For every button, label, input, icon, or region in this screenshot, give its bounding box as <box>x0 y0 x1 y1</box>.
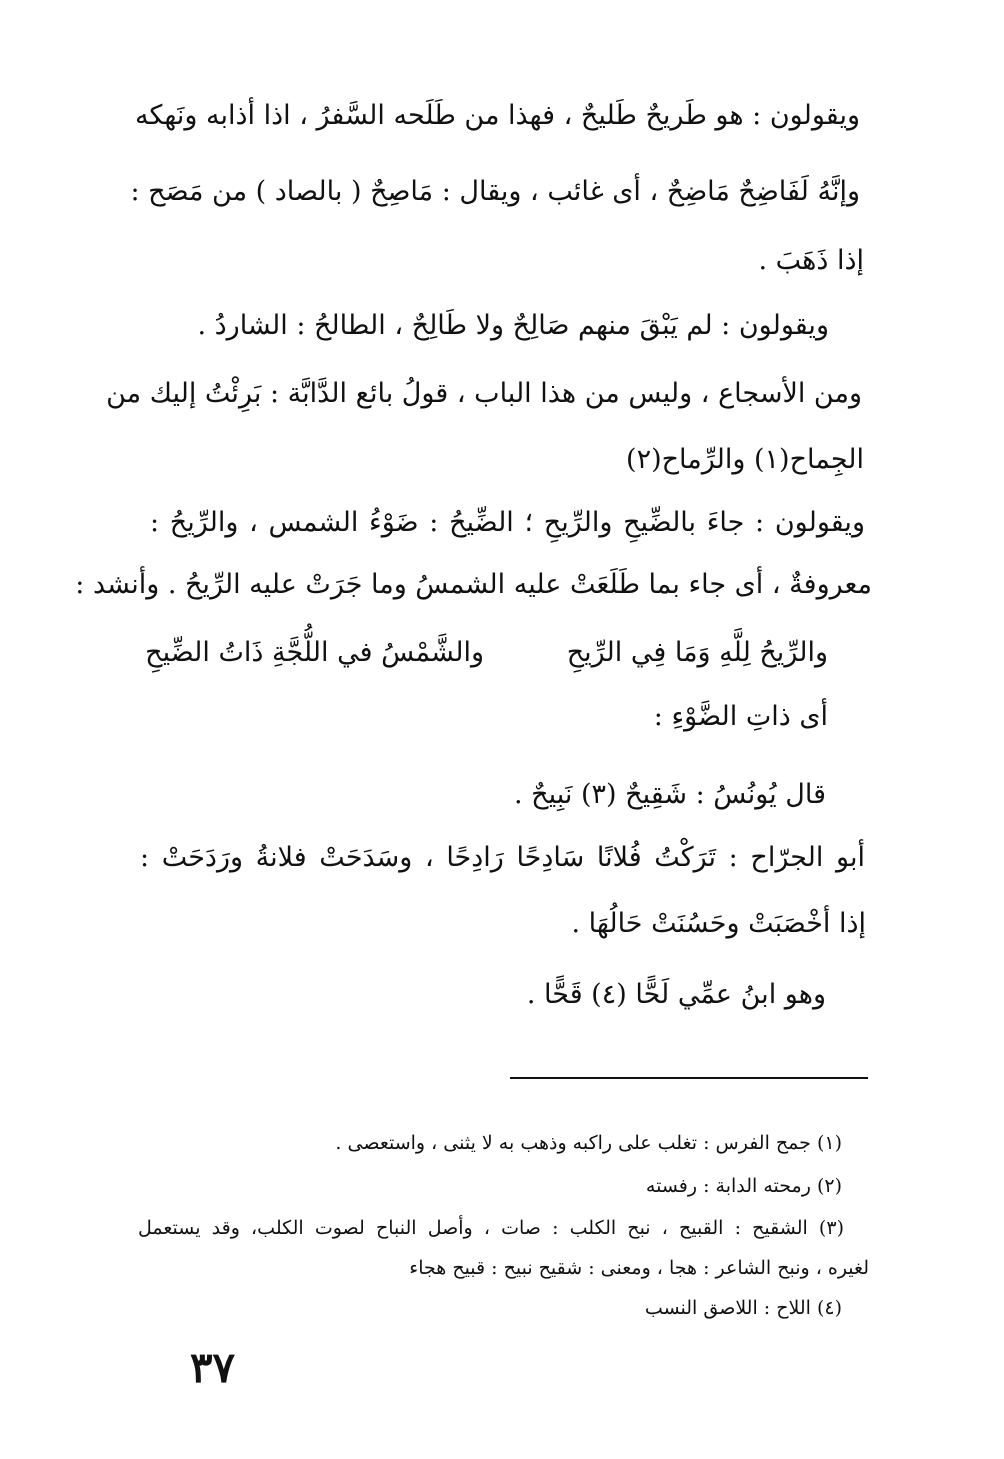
body-line-4: ويقولون : لم يَبْقَ منهم صَالِحٌ ولا طَالِحٌ ، الطالحُ : الشاردُ . <box>197 310 829 341</box>
body-line-9: أى ذاتِ الضَّوْءِ : <box>653 701 828 732</box>
body-line-11: أبو الجرّاح : تَرَكْتُ فُلانًا سَادِحًا رَادِحًا ، وسَدَحَتْ فلانةُ ورَدَحَتْ : <box>140 842 865 873</box>
body-line-7: ويقولون : جاءَ بالضِّيحِ والرِّيحِ ؛ الضِّيحُ : ضَوْءُ الشمس ، والرِّيحُ : <box>150 507 865 538</box>
footnote-separator <box>510 1077 868 1079</box>
verse-second-hemistich: والشَّمْسُ في اللُّجَّةِ ذَاتُ الضِّيحِ <box>145 637 484 668</box>
footnote-2: (٢) رمحته الدابة : رفسته <box>645 1175 842 1197</box>
body-line-5: ومن الأسجاع ، وليس من هذا الباب ، قولُ بائع الدَّابَّة : بَرِئْتُ إليك من <box>106 378 862 409</box>
body-line-3: إذا ذَهَبَ . <box>758 245 864 276</box>
page-number: ٣٧ <box>190 1343 236 1392</box>
footnote-4: (٤) اللاح : اللاصق النسب <box>644 1297 842 1319</box>
body-line-1: ويقولون : هو طَريحٌ طَليحٌ ، فهذا من طَلَحه السَّفرُ ، اذا أذابه ونَهكه <box>135 100 860 131</box>
body-line-2: وإنَّهُ لَفَاضِحٌ مَاضِحٌ ، أى غائب ، ويقال : مَاصِحٌ ( بالصاد ) من مَصَح : <box>130 176 860 207</box>
body-line-13: وهو ابنُ عمِّي لَحًّا (٤) قَحًّا . <box>526 979 826 1010</box>
verse-first-hemistich: والرِّيحُ لِلَّهِ وَمَا فِي الرِّيحِ <box>566 637 828 668</box>
footnote-3: (٣) الشقيح : القبيح ، نبح الكلب : صات ، وأصل النباح لصوت الكلب، وقد يستعمل <box>138 1217 844 1239</box>
body-line-12: إذا أخْصَبَتْ وحَسُنَتْ حَالُهَا . <box>571 908 866 939</box>
footnote-1: (١) جمح الفرس : تغلب على راكبه وذهب به لا يثنى ، واستعصى . <box>335 1132 842 1154</box>
footnote-3-continued: لغيره ، ونبح الشاعر : هجا ، ومعنى : شقيح نبيح : قبيح هجاء <box>409 1257 869 1279</box>
body-line-8: معروفةٌ ، أى جاء بما طَلَعَتْ عليه الشمسُ وما جَرَتْ عليه الرِّيحُ . وأنشد : <box>75 569 872 600</box>
body-line-6: الجِماح(١) والرِّماح(٢) <box>626 444 864 475</box>
body-line-10: قال يُونُسُ : شَقِيحٌ (٣) نَبِيحٌ . <box>513 779 826 810</box>
